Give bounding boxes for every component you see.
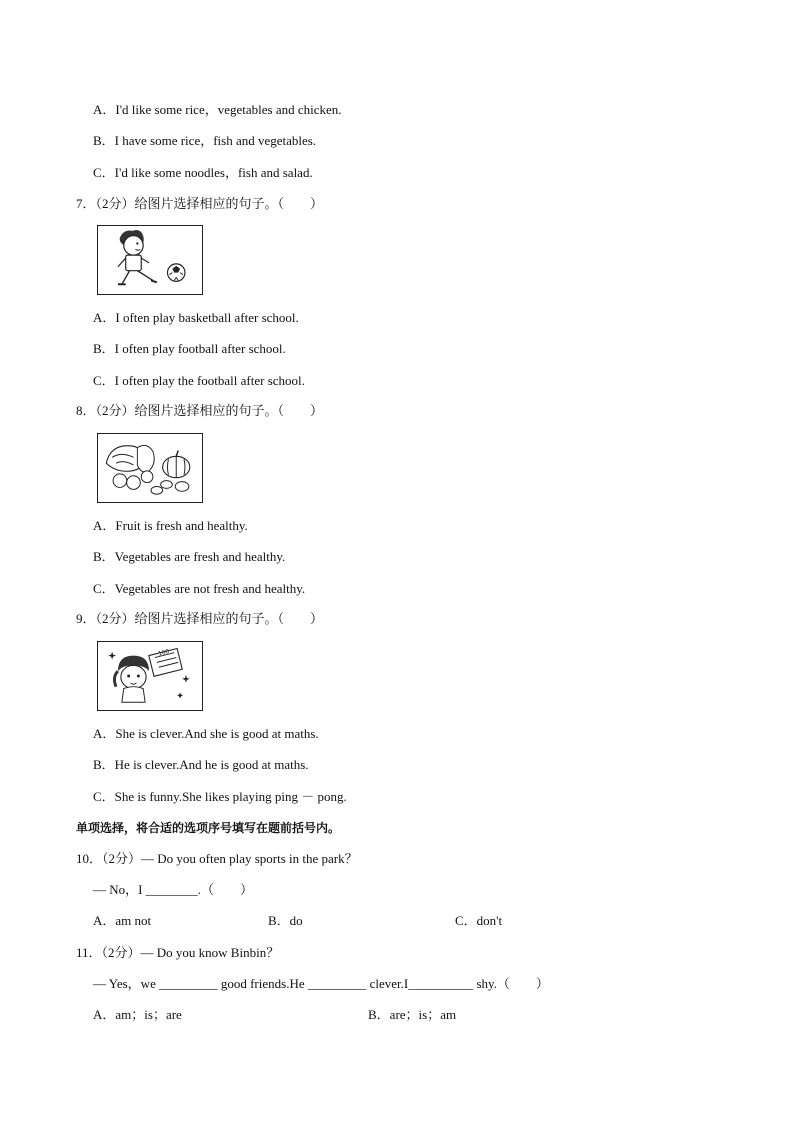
q11-option-a: A．am；is；are bbox=[93, 1007, 182, 1022]
q10-answer-line: — No，I ________.（ ） bbox=[93, 882, 253, 897]
girl-with-test-paper-icon bbox=[98, 642, 202, 710]
q10-option-c: C．don't bbox=[455, 913, 503, 928]
vegetables-picture bbox=[97, 433, 203, 503]
svg-text:100: 100 bbox=[157, 649, 171, 658]
q6-option-b: B．I have some rice，fish and vegetables. bbox=[93, 133, 317, 148]
q6-option-a: A．I'd like some rice，vegetables and chicken. bbox=[93, 102, 342, 117]
q7-option-b: B．I often play football after school. bbox=[93, 341, 286, 356]
q9-option-a: A．She is clever.And she is good at maths. bbox=[93, 726, 319, 741]
section-heading: 单项选择，将合适的选项序号填写在题前括号内。 bbox=[76, 821, 341, 835]
q11-stem: 11．（2分）— Do you know Binbin？ bbox=[76, 945, 280, 960]
q7-stem: 7．（2分）给图片选择相应的句子。（ ） bbox=[76, 196, 324, 211]
q10-option-b: B．do bbox=[268, 913, 303, 928]
q7-option-a: A．I often play basketball after school. bbox=[93, 310, 299, 325]
q10-stem: 10．（2分）— Do you often play sports in the park？ bbox=[76, 851, 358, 866]
q11-answer-line: — Yes，we _________ good friends.He _________ clever.I__________ shy.（ ） bbox=[93, 976, 549, 991]
q8-option-c: C．Vegetables are not fresh and healthy. bbox=[93, 581, 306, 596]
boy-kicking-football-icon bbox=[98, 226, 202, 294]
q9-option-b: B．He is clever.And he is good at maths. bbox=[93, 757, 309, 772]
q8-option-a: A．Fruit is fresh and healthy. bbox=[93, 518, 248, 533]
vegetables-icon bbox=[98, 434, 202, 502]
q9-option-c: C．She is funny.She likes playing ping － pong. bbox=[93, 789, 347, 804]
q6-option-c: C．I'd like some noodles，fish and salad. bbox=[93, 165, 313, 180]
q8-option-b: B．Vegetables are fresh and healthy. bbox=[93, 549, 286, 564]
girl-test-paper-picture bbox=[97, 641, 203, 711]
q11-option-b: B．are；is；am bbox=[368, 1007, 457, 1022]
q10-option-a: A．am not bbox=[93, 913, 152, 928]
q8-stem: 8．（2分）给图片选择相应的句子。（ ） bbox=[76, 403, 324, 418]
q7-option-c: C．I often play the football after school. bbox=[93, 373, 305, 388]
q9-stem: 9．（2分）给图片选择相应的句子。（ ） bbox=[76, 611, 324, 626]
boy-football-picture bbox=[97, 225, 203, 295]
